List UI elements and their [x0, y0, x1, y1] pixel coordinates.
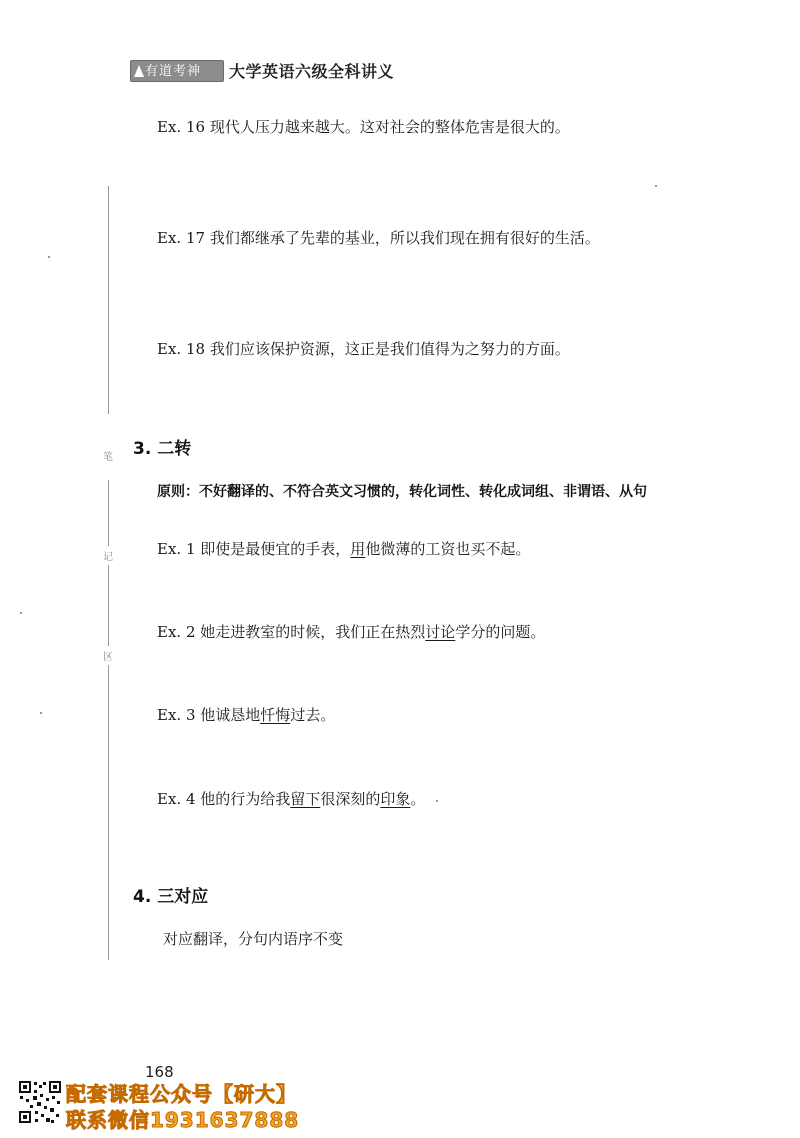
exercise-item — [157, 227, 600, 248]
header-badge — [130, 60, 224, 82]
exercise-item — [157, 338, 570, 359]
exercise-text: 。 — [410, 790, 426, 808]
header-badge-label: 有道考神 — [145, 64, 202, 79]
exercise-label: Ex. 18 — [157, 340, 206, 358]
underlined-word: 印象 — [380, 790, 411, 808]
exercise-text: 他微薄的工资也买不起。 — [365, 540, 531, 558]
margin-note-char: 记 — [103, 546, 113, 565]
exercise-text: 我们应该保护资源，这正是我们值得为之努力的方面。 — [209, 340, 570, 358]
section-body: 对应翻译，分句内语序不变 — [163, 930, 344, 948]
watermark-line: 联系微信1931637888 — [66, 1108, 300, 1132]
exercise-text: 学分的问题。 — [455, 623, 546, 641]
section-principle: 原则：不好翻译的、不符合英文习惯的，转化词性、转化成词组、非谓语、从句 — [157, 484, 647, 500]
exercise-text: 他的行为给我 — [200, 790, 291, 808]
exercise-text: 现代人压力越来越大。这对社会的整体危害是很大的。 — [209, 118, 570, 136]
exercise-item — [157, 704, 335, 725]
exercise-text: 即使是最便宜的手表， — [200, 540, 351, 558]
exercise-item — [157, 621, 545, 642]
exercise-label: Ex. 17 — [157, 229, 206, 247]
exercise-text: 我们都继承了先辈的基业，所以我们现在拥有很好的生活。 — [209, 229, 600, 247]
exercise-item — [157, 788, 425, 809]
underlined-word: 忏悔 — [260, 706, 291, 724]
section-heading: 4. 三对应 — [133, 887, 209, 907]
exercise-label: Ex. 16 — [157, 118, 206, 136]
section-heading: 3. 二转 — [133, 439, 192, 459]
page-number: 168 — [145, 1063, 174, 1081]
margin-note-char: 区 — [103, 646, 113, 665]
underlined-word: 讨论 — [425, 623, 456, 641]
exercise-text: 她走进教室的时候，我们正在热烈 — [200, 623, 426, 641]
watermark-line: 配套课程公众号【研大】 — [66, 1082, 297, 1106]
exercise-text: 过去。 — [290, 706, 336, 724]
margin-note-char: 笔 — [103, 446, 113, 465]
exercise-item — [157, 538, 530, 559]
exercise-item — [157, 116, 570, 137]
exercise-label: Ex. 2 — [157, 623, 196, 641]
logo-icon — [134, 65, 144, 77]
exercise-label: Ex. 1 — [157, 540, 196, 558]
exercise-text: 他诚恳地 — [200, 706, 261, 724]
underlined-word: 用 — [350, 540, 366, 558]
header-title: 大学英语六级全科讲义 — [229, 62, 395, 81]
scan-speck — [20, 612, 22, 614]
exercise-text: 很深刻的 — [320, 790, 381, 808]
scan-speck — [655, 185, 657, 187]
qr-code-icon — [18, 1080, 62, 1124]
scan-speck — [436, 800, 438, 802]
scan-speck — [40, 712, 42, 714]
exercise-label: Ex. 3 — [157, 706, 196, 724]
exercise-label: Ex. 4 — [157, 790, 196, 808]
underlined-word: 留下 — [290, 790, 321, 808]
margin-rule — [108, 186, 109, 414]
scan-speck — [48, 256, 50, 258]
